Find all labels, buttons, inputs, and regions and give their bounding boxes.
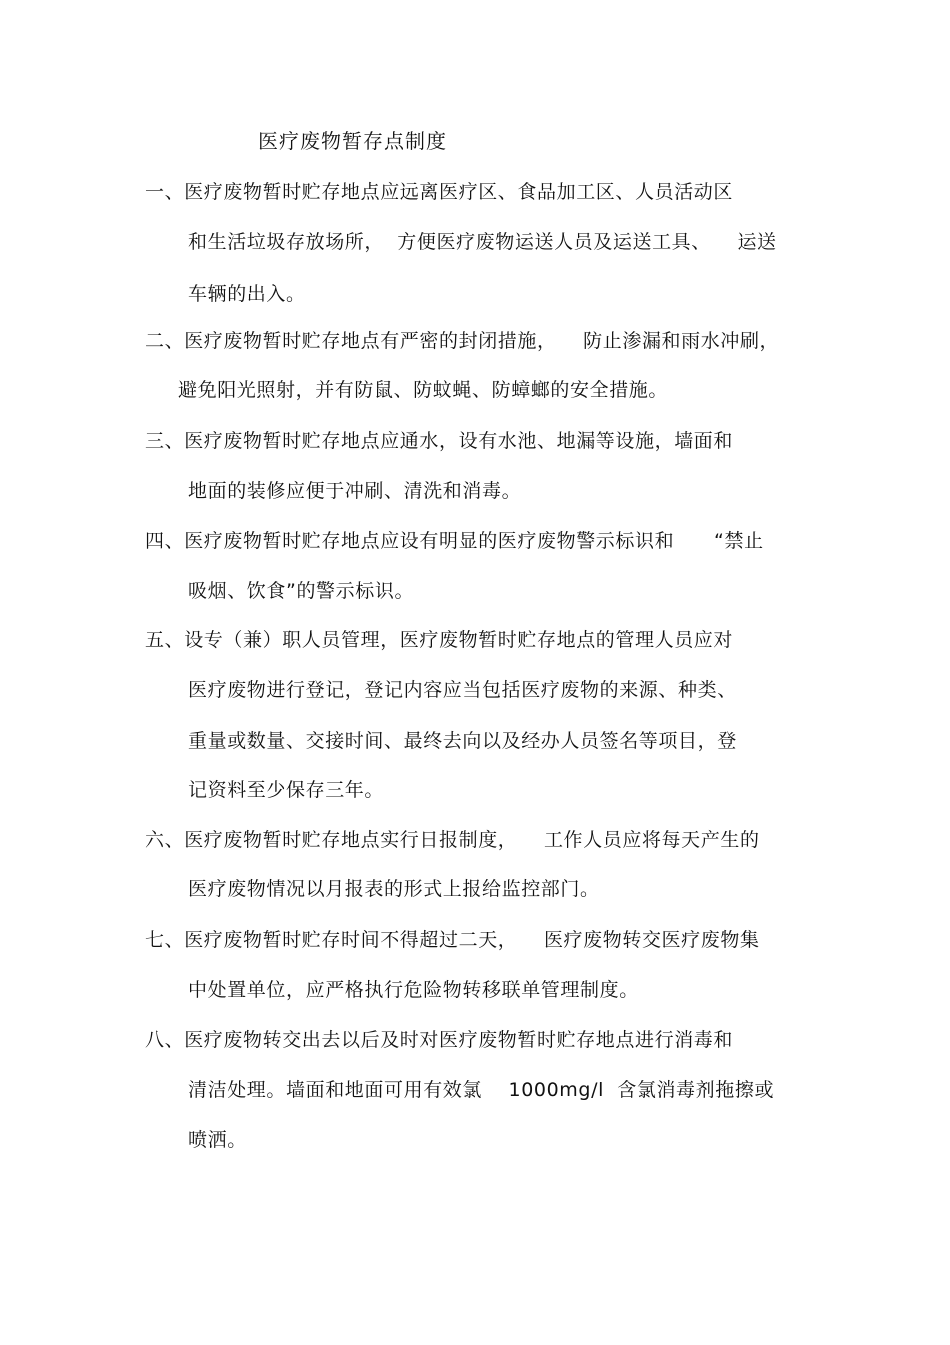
clause-2-line-1: 二、医疗废物暂时贮存地点有严密的封闭措施， 防止渗漏和雨水冲刷，: [145, 330, 780, 352]
clause-1-line-3: 车辆的出入。: [188, 283, 306, 305]
clause-4-line-2: 吸烟、饮食”的警示标识。: [188, 580, 415, 602]
clause-5-line-3: 重量或数量、交接时间、最终去向以及经办人员签名等项目，登: [188, 730, 737, 752]
clause-3-line-2: 地面的装修应便于冲刷、清洗和消毒。: [188, 480, 522, 502]
clause-4-line-1: 四、医疗废物暂时贮存地点应设有明显的医疗废物警示标识和 “禁止: [145, 530, 764, 552]
clause-3-line-1: 三、医疗废物暂时贮存地点应通水，设有水池、地漏等设施，墙面和: [145, 430, 734, 452]
clause-8-line-3: 喷洒。: [188, 1129, 247, 1151]
clause-5-line-1: 五、设专（兼）职人员管理，医疗废物暂时贮存地点的管理人员应对: [145, 629, 734, 651]
clause-5-line-4: 记资料至少保存三年。: [188, 779, 385, 801]
clause-6-line-2: 医疗废物情况以月报表的形式上报给监控部门。: [188, 878, 600, 900]
clause-2-line-2: 避免阳光照射，并有防鼠、防蚊蝇、防蟑螂的安全措施。: [178, 379, 669, 401]
clause-6-line-1: 六、医疗废物暂时贮存地点实行日报制度， 工作人员应将每天产生的: [145, 829, 760, 851]
clause-1-line-2: 和生活垃圾存放场所， 方便医疗废物运送人员及运送工具、 运送: [188, 231, 777, 253]
document-title: 医疗废物暂存点制度: [258, 129, 447, 153]
clause-5-line-2: 医疗废物进行登记，登记内容应当包括医疗废物的来源、种类、: [188, 679, 737, 701]
clause-7-line-1: 七、医疗废物暂时贮存时间不得超过二天， 医疗废物转交医疗废物集: [145, 929, 760, 951]
clause-8-line-1: 八、医疗废物转交出去以后及时对医疗废物暂时贮存地点进行消毒和: [145, 1029, 734, 1051]
clause-7-line-2: 中处置单位，应严格执行危险物转移联单管理制度。: [188, 979, 639, 1001]
clause-8-line-2: 清洁处理。墙面和地面可用有效氯 1000mg/l 含氯消毒剂拖擦或: [188, 1079, 775, 1101]
clause-1-line-1: 一、医疗废物暂时贮存地点应远离医疗区、食品加工区、人员活动区: [145, 181, 734, 203]
